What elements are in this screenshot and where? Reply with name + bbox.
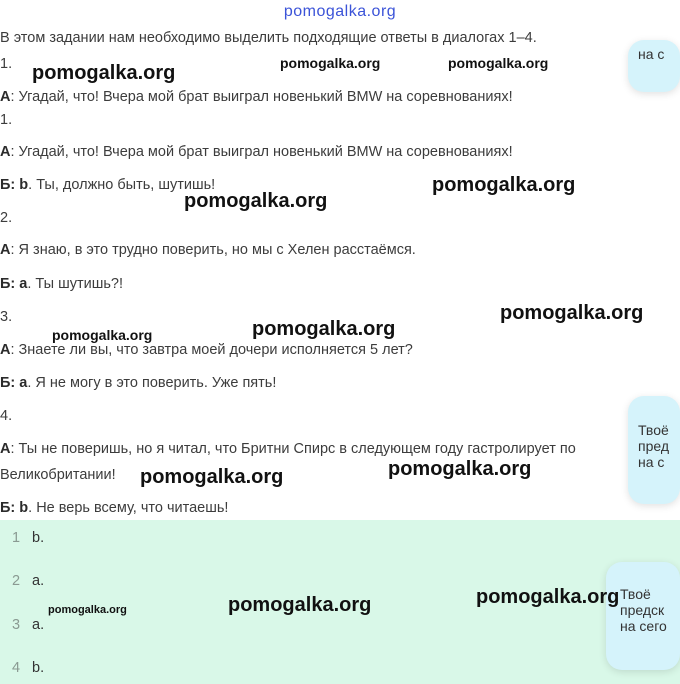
promo-bubble-bottom[interactable] (606, 562, 680, 670)
speaker-label: А (0, 441, 11, 457)
speaker-label: А (0, 144, 11, 160)
dialog-text: : Угадай, что! Вчера мой брат выиграл новенький BMW на соревнованиях! (10, 144, 513, 160)
answer-row (12, 660, 44, 676)
dialog-text: : Я знаю, в это трудно поверить, но мы с Хелен расстаёмся. (10, 242, 416, 258)
speaker-label: Б: a (0, 276, 28, 292)
dialog-text: . Не верь всему, что читаешь! (28, 500, 229, 516)
dialog2-line-b (0, 276, 123, 292)
answer-number: 2 (12, 573, 21, 589)
speaker-label: Б: b (0, 500, 29, 516)
dialog4-number: 4. (0, 408, 13, 424)
bubble-text: на с (638, 454, 665, 470)
answer-value: b. (32, 530, 45, 546)
watermark: pomogalka.org (432, 174, 576, 196)
speaker-label: А (0, 89, 11, 105)
dialog3-number: 3. (0, 309, 13, 325)
promo-bubble-top[interactable] (628, 40, 680, 92)
dialog4-line-a-cont: Великобритании! (0, 467, 116, 483)
watermark: pomogalka.org (476, 586, 620, 608)
answer-row (12, 530, 44, 546)
answer-value: a. (32, 573, 45, 589)
dialog-text: . Ты шутишь?! (27, 276, 123, 292)
watermark: pomogalka.org (500, 302, 644, 324)
dialog-text: . Ты, должно быть, шутишь! (28, 177, 216, 193)
intro-text: В этом задании нам необходимо выделить подходящие ответы в диалогах 1–4. (0, 30, 537, 46)
dialog4-line-b (0, 500, 228, 516)
dialog1-line-b (0, 177, 215, 193)
promo-bubble-middle[interactable] (628, 396, 680, 504)
watermark: pomogalka.org (448, 55, 549, 71)
answer-number: 4 (12, 660, 21, 676)
dialog1-number-repeat: 1. (0, 112, 13, 128)
watermark: pomogalka.org (228, 594, 372, 616)
bubble-text: Твоё (638, 422, 669, 438)
watermark: pomogalka.org (184, 190, 328, 212)
speaker-label: Б: b (0, 177, 29, 193)
answer-value: a. (32, 617, 45, 633)
dialog-text: . Я не могу в это поверить. Уже пять! (27, 375, 277, 391)
watermark: pomogalka.org (140, 466, 284, 488)
watermark: pomogalka.org (388, 458, 532, 480)
dialog1-line-a (0, 89, 513, 105)
dialog2-line-a (0, 242, 416, 258)
answer-row (12, 573, 44, 589)
answer-value: b. (32, 660, 45, 676)
site-header-link[interactable]: pomogalka.org (283, 3, 397, 20)
dialog-text: : Ты не поверишь, но я читал, что Бритни Спирс в следующем году гастролирует по (10, 441, 576, 457)
dialog1-number: 1. (0, 56, 13, 72)
dialog2-number: 2. (0, 210, 13, 226)
dialog4-line-a (0, 441, 576, 457)
dialog1-line-a-repeat (0, 144, 513, 160)
answer-number: 1 (12, 530, 21, 546)
watermark: pomogalka.org (48, 604, 127, 616)
answer-row (12, 617, 44, 633)
dialog3-line-b (0, 375, 276, 391)
dialog-text: : Знаете ли вы, что завтра моей дочери исполняется 5 лет? (10, 342, 413, 358)
watermark: pomogalka.org (52, 327, 153, 343)
bubble-text: предск (620, 602, 665, 618)
dialog-text: : Угадай, что! Вчера мой брат выиграл новенький BMW на соревнованиях! (10, 89, 513, 105)
bubble-text: на сего (620, 618, 667, 634)
watermark: pomogalka.org (280, 55, 381, 71)
answer-number: 3 (12, 617, 21, 633)
speaker-label: А (0, 242, 11, 258)
bubble-text: пред (638, 438, 670, 454)
dialog3-line-a (0, 342, 413, 358)
bubble-text: на с (638, 46, 665, 62)
speaker-label: А (0, 342, 11, 358)
bubble-text: Твоё (620, 586, 651, 602)
watermark: pomogalka.org (32, 62, 176, 84)
speaker-label: Б: a (0, 375, 28, 391)
watermark: pomogalka.org (252, 318, 396, 340)
